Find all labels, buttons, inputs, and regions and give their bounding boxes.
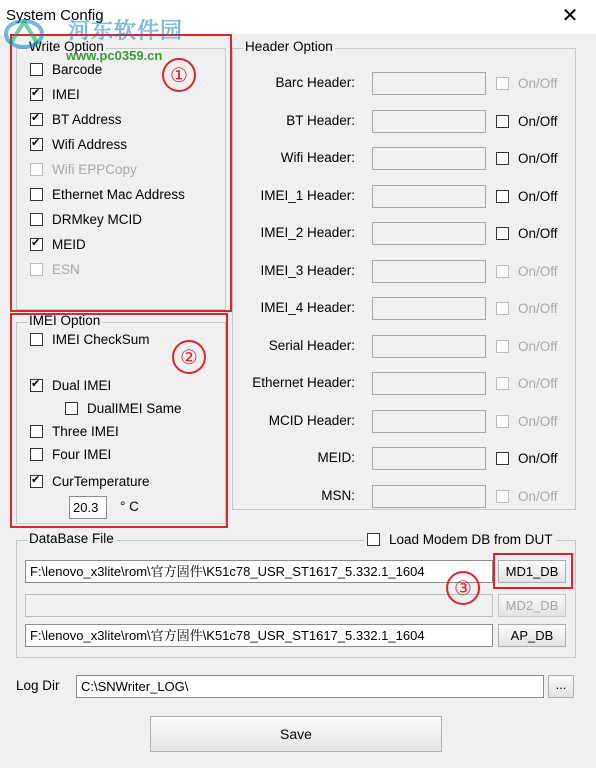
imei-checksum-label: IMEI CheckSum [52, 332, 150, 347]
header-toggle-checkbox[interactable] [496, 226, 558, 241]
three-imei-label: Three IMEI [52, 424, 119, 439]
write-option-label: IMEI [52, 87, 80, 102]
header-toggle-checkbox[interactable] [496, 414, 558, 429]
watermark-logo-icon [4, 16, 46, 50]
header-toggle-label: On/Off [518, 263, 558, 279]
close-icon[interactable]: ✕ [561, 5, 579, 27]
header-toggle-box[interactable] [496, 415, 509, 428]
md2-db-button[interactable]: MD2_DB [498, 594, 566, 617]
four-imei-label: Four IMEI [52, 447, 112, 462]
header-toggle-box[interactable] [496, 490, 509, 503]
header-input[interactable] [372, 372, 486, 395]
write-option-label: Barcode [52, 62, 103, 77]
write-option-label: Wifi Address [52, 137, 128, 152]
header-toggle-label: On/Off [518, 376, 558, 391]
header-label: MCID Header: [268, 412, 355, 428]
log-dir-browse-button[interactable]: ... [548, 675, 574, 698]
header-toggle-box[interactable] [496, 152, 509, 165]
watermark-url: www.pc0359.cn [66, 48, 163, 63]
header-toggle-box[interactable] [496, 115, 509, 128]
header-label: MEID: [317, 450, 355, 465]
imei-option-legend: IMEI Option [29, 313, 101, 328]
header-option-legend: Header Option [245, 39, 333, 54]
md1-db-button[interactable]: MD1_DB [498, 560, 566, 583]
header-input[interactable] [372, 222, 486, 245]
annotation-number-one: ① [162, 58, 196, 92]
header-label: IMEI_3 Header: [260, 262, 355, 278]
header-toggle-label: On/Off [518, 451, 558, 466]
header-input[interactable] [372, 185, 486, 208]
md2-path-input[interactable] [25, 594, 493, 617]
header-toggle-checkbox[interactable] [496, 301, 558, 316]
header-toggle-checkbox[interactable] [496, 339, 558, 354]
header-toggle-box[interactable] [496, 377, 509, 390]
header-label: BT Header: [286, 112, 355, 128]
write-option-label: MEID [52, 237, 86, 252]
dialog-body [0, 34, 596, 768]
header-toggle-box[interactable] [496, 340, 509, 353]
header-toggle-label: On/Off [518, 151, 558, 166]
ap-db-button[interactable]: AP_DB [498, 624, 566, 647]
load-modem-label: Load Modem DB from DUT [389, 532, 553, 547]
ap-path-input[interactable]: F:\lenovo_x3lite\rom\官方固件\K51c78_USR_ST1617_5.332.1_1604 [25, 624, 493, 647]
header-input[interactable] [372, 110, 486, 133]
header-toggle-box[interactable] [496, 227, 509, 240]
temperature-input[interactable]: 20.3 [69, 496, 107, 519]
header-toggle-label: On/Off [518, 338, 558, 354]
header-toggle-box[interactable] [496, 452, 509, 465]
dual-imei-label: Dual IMEI [52, 378, 112, 393]
window-title: System Config [6, 7, 104, 24]
header-label: Barc Header: [275, 75, 355, 90]
load-modem-checkbox[interactable] [364, 532, 556, 547]
database-legend: DataBase File [29, 531, 114, 546]
header-toggle-checkbox[interactable] [496, 151, 558, 166]
log-dir-input[interactable]: C:\SNWriter_LOG\ [76, 675, 544, 698]
header-toggle-checkbox[interactable] [496, 264, 558, 279]
header-toggle-label: On/Off [518, 226, 558, 241]
header-toggle-label: On/Off [518, 188, 558, 204]
annotation-box-md1-db [493, 553, 573, 589]
write-option-label: ESN [52, 262, 80, 277]
header-toggle-checkbox[interactable] [496, 451, 558, 466]
log-dir-label: Log Dir [16, 678, 60, 693]
load-modem-box[interactable] [367, 533, 380, 546]
write-option-label: Wifi EPPCopy [52, 162, 137, 177]
header-input[interactable] [372, 410, 486, 433]
header-toggle-label: On/Off [518, 113, 558, 129]
header-label: MSN: [321, 487, 355, 503]
header-input[interactable] [372, 335, 486, 358]
write-option-label: BT Address [52, 112, 122, 127]
header-toggle-label: On/Off [518, 76, 558, 91]
annotation-number-three: ③ [446, 571, 480, 605]
header-toggle-box[interactable] [496, 265, 509, 278]
dual-imei-same-label: DualIMEI Same [87, 401, 182, 416]
header-toggle-checkbox[interactable] [496, 489, 558, 504]
header-label: IMEI_1 Header: [260, 187, 355, 203]
md1-path-input[interactable]: F:\lenovo_x3lite\rom\官方固件\K51c78_USR_ST1617_5.332.1_1604 [25, 560, 493, 583]
header-toggle-box[interactable] [496, 190, 509, 203]
header-input[interactable] [372, 485, 486, 508]
header-toggle-label: On/Off [518, 413, 558, 429]
annotation-box-write-option [10, 34, 232, 312]
header-toggle-checkbox[interactable] [496, 189, 558, 204]
header-input[interactable] [372, 147, 486, 170]
header-toggle-checkbox[interactable] [496, 114, 558, 129]
write-option-label: DRMkey MCID [52, 212, 142, 227]
header-input[interactable] [372, 260, 486, 283]
header-label: Ethernet Header: [252, 375, 355, 390]
write-option-legend: Write Option [29, 39, 104, 54]
header-label: IMEI_4 Header: [260, 300, 355, 315]
header-label: IMEI_2 Header: [260, 225, 355, 240]
header-input[interactable] [372, 72, 486, 95]
header-input[interactable] [372, 447, 486, 470]
header-toggle-label: On/Off [518, 301, 558, 316]
header-toggle-checkbox[interactable] [496, 376, 558, 391]
save-button[interactable]: Save [150, 716, 442, 752]
header-toggle-checkbox[interactable] [496, 76, 558, 91]
cur-temperature-label: CurTemperature [52, 474, 150, 489]
header-toggle-label: On/Off [518, 488, 558, 504]
header-label: Wifi Header: [280, 150, 355, 165]
header-toggle-box[interactable] [496, 302, 509, 315]
header-toggle-box[interactable] [496, 77, 509, 90]
header-input[interactable] [372, 297, 486, 320]
write-option-label: Ethernet Mac Address [52, 187, 185, 202]
temperature-unit: ° C [120, 499, 139, 514]
header-label: Serial Header: [268, 337, 355, 353]
watermark-site-name: 河东软件园 [68, 19, 184, 44]
annotation-number-two: ② [172, 340, 206, 374]
